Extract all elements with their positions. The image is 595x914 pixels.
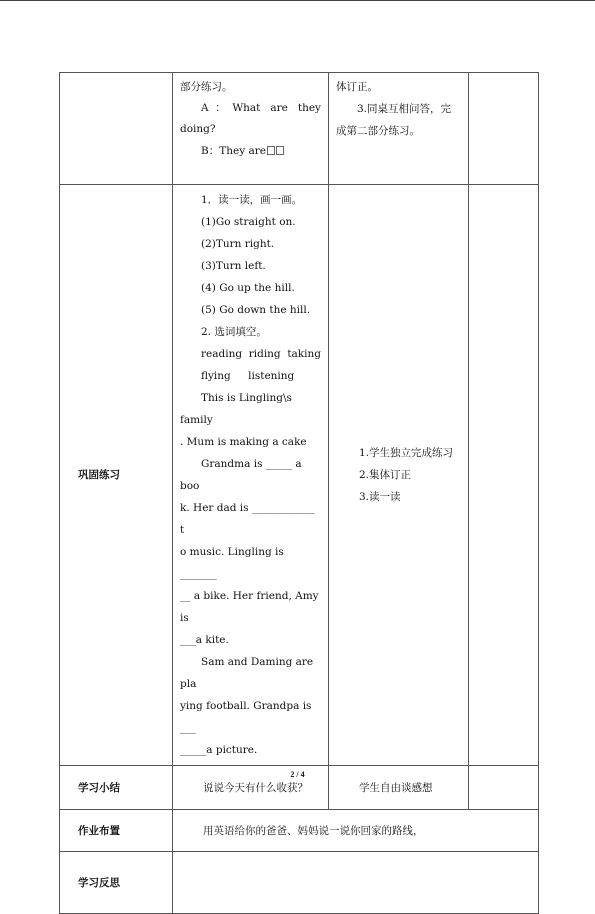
practice-student-line: 1.学生独立完成练习 <box>359 447 454 459</box>
student-activity-cell <box>329 73 469 185</box>
practice-student-line: 3.读一读 <box>359 491 401 503</box>
label-cell-empty <box>60 73 173 185</box>
practice-line: (5) Go down the hill. <box>201 304 311 316</box>
activity-line: A：What are they doing? <box>180 102 321 135</box>
practice-line: o music. Lingling is _______ <box>180 546 284 580</box>
practice-line: (3)Turn left. <box>201 260 266 272</box>
practice-activity-cell <box>173 185 329 766</box>
row-label-summary: 学习小结 <box>60 766 173 810</box>
student-activity-line: 体订正。 <box>336 81 378 93</box>
row-label-homework: 作业布置 <box>60 810 173 852</box>
page-number: 2 / 4 <box>290 770 305 779</box>
practice-line: k. Her dad is ____________ t <box>180 502 315 536</box>
practice-student-line: 2.集体订正 <box>359 469 412 481</box>
practice-line: (2)Turn right. <box>201 238 275 250</box>
row-label-practice: 巩固练习 <box>60 185 173 766</box>
blank-box-icon <box>276 146 284 155</box>
notes-cell <box>469 73 539 185</box>
reflection-cell <box>173 852 539 914</box>
practice-line: __ a bike. Her friend, Amy is <box>180 590 319 624</box>
summary-question: 说说今天有什么收获？ <box>203 781 308 794</box>
student-activity-line: 3.同桌互相问答，完成第二部分练习。 <box>336 103 452 137</box>
lesson-plan-table <box>59 72 539 914</box>
practice-line: Sam and Daming are pla <box>180 656 314 690</box>
practice-line: 2. 选词填空。 <box>201 326 267 338</box>
notes-cell <box>469 185 539 766</box>
practice-line: ying football. Grandpa is ___ <box>180 700 312 734</box>
practice-line: 1．读一读，画一画。 <box>201 194 303 206</box>
blank-box-icon <box>267 146 275 155</box>
table-row-practice <box>60 185 539 766</box>
practice-line: (4) Go up the hill. <box>201 282 295 294</box>
practice-line: _____a picture. <box>180 744 258 756</box>
summary-student-text: 学生自由谈感想 <box>359 781 433 794</box>
activity-line <box>180 140 321 162</box>
practice-line: reading riding taking <box>201 348 321 360</box>
table-row-continued <box>60 73 539 185</box>
practice-line: Grandma is _____ a boo <box>180 458 302 492</box>
header-rule <box>0 0 595 1</box>
practice-line: . Mum is making a cake <box>180 436 307 448</box>
practice-line: (1)Go straight on. <box>201 216 296 228</box>
practice-line: This is Lingling\s family <box>180 392 292 426</box>
homework-cell <box>173 810 539 852</box>
row-label-reflection: 学习反思 <box>60 852 173 914</box>
activity-cell <box>173 73 329 185</box>
table-row-homework <box>60 810 539 852</box>
practice-line: flying listening <box>201 370 295 382</box>
practice-line: ___a kite. <box>180 634 229 646</box>
practice-student-cell <box>329 185 469 766</box>
activity-line-text: B：They are <box>201 145 266 157</box>
homework-text: 用英语给你的爸爸、妈妈说一说你回家的路线， <box>203 824 424 837</box>
activity-line: 部分练习。 <box>180 81 233 93</box>
table-row-reflection <box>60 852 539 914</box>
